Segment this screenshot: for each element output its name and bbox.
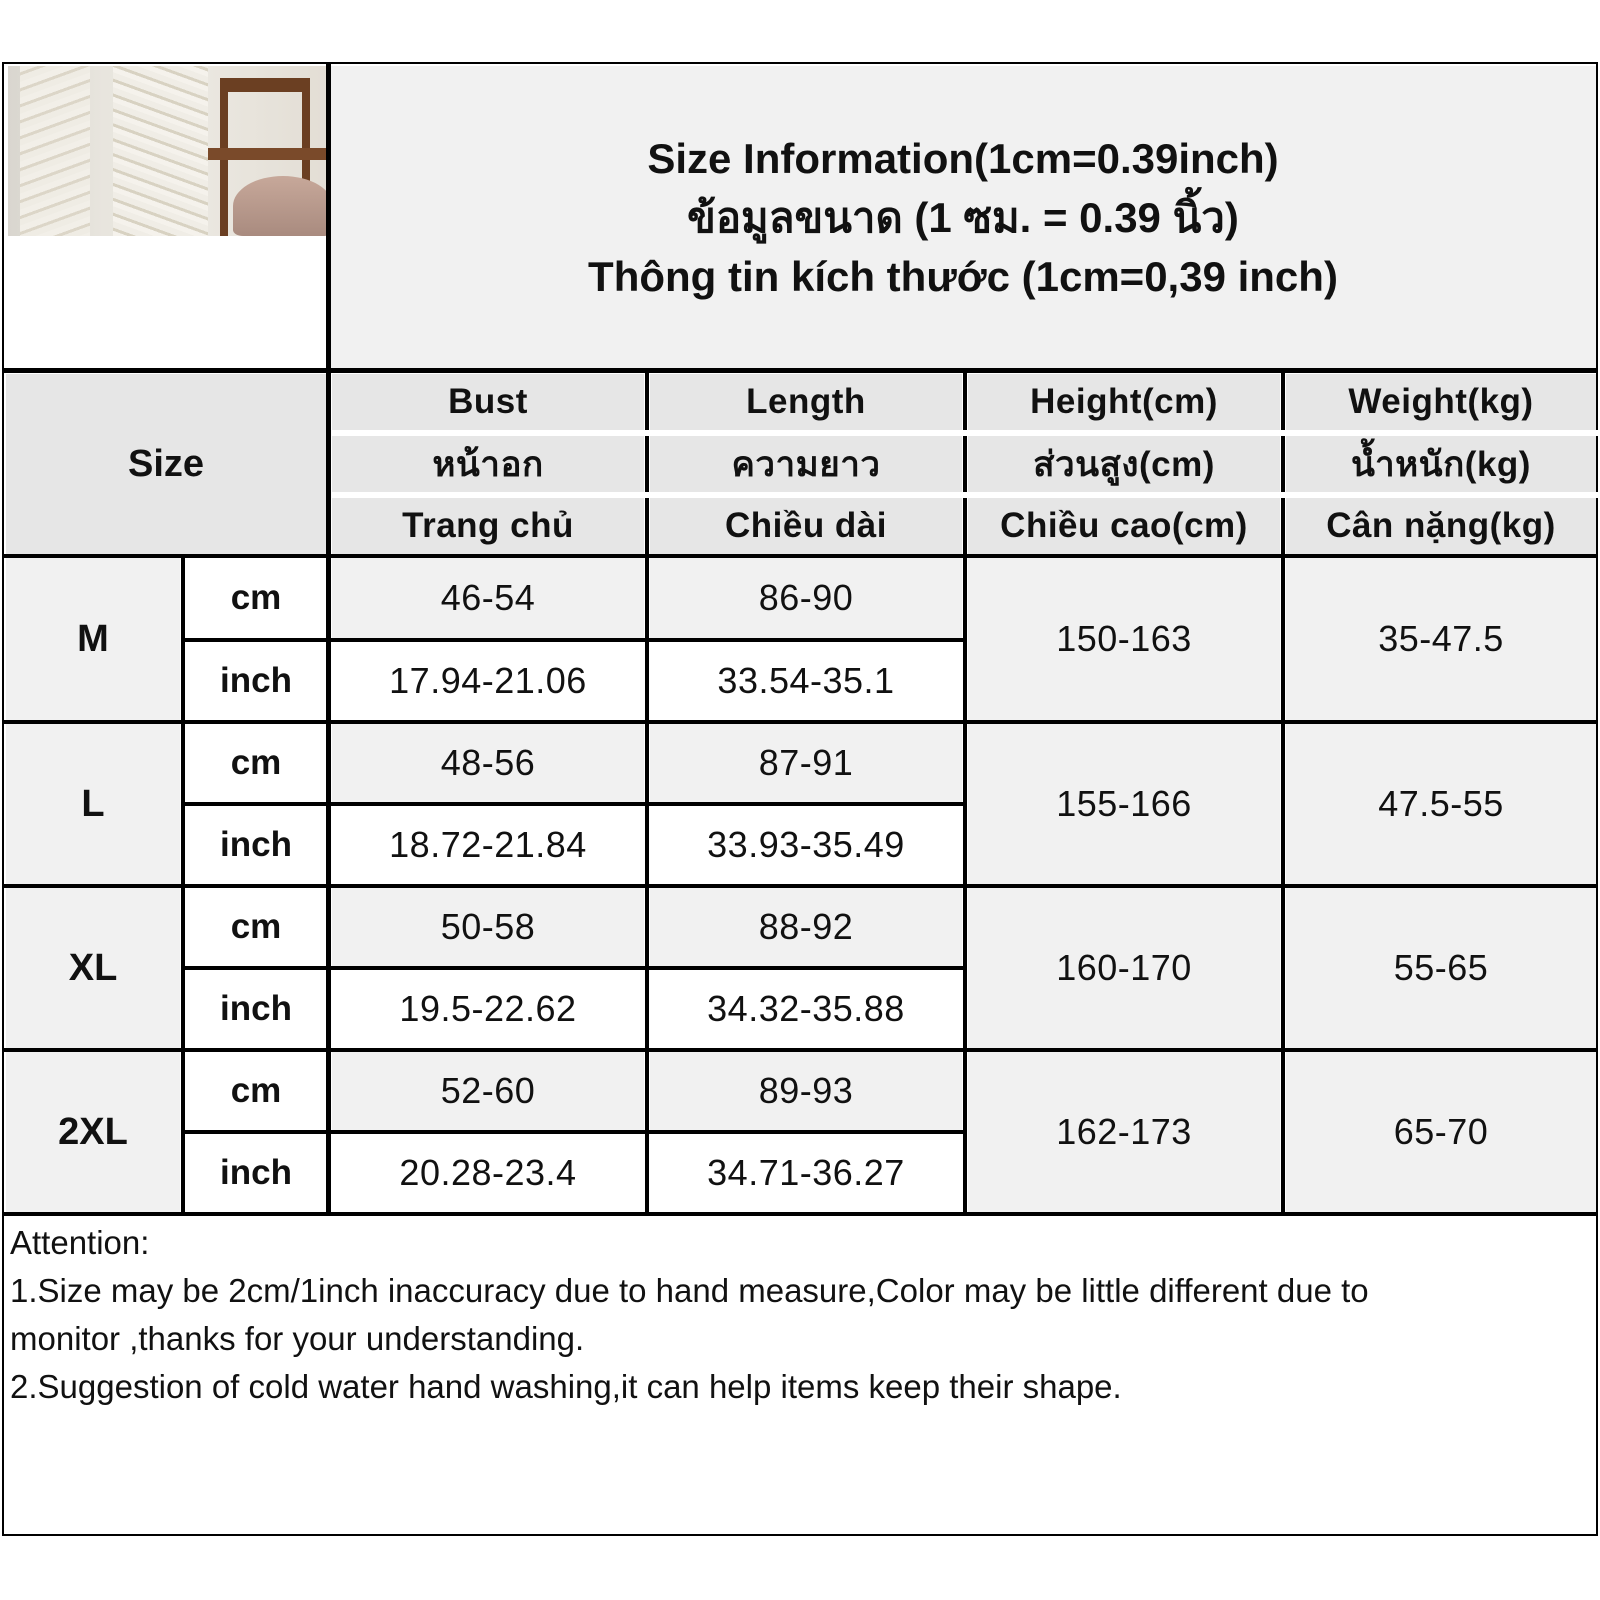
title-vi: Thông tin kích thước (1cm=0,39 inch) — [588, 252, 1338, 300]
header-weight-vi: Cân nặng(kg) — [1286, 498, 1596, 554]
grid-line — [2, 884, 1598, 888]
header-bust-en: Bust — [332, 374, 644, 430]
grid-line — [331, 430, 1598, 436]
height-value: 155-166 — [968, 724, 1280, 884]
unit-inch: inch — [186, 806, 326, 884]
length-cm: 87-91 — [650, 724, 962, 802]
header-weight-th: น้ำหนัก(kg) — [1286, 436, 1596, 492]
size-header: Size — [6, 374, 326, 554]
grid-line — [2, 1212, 1598, 1216]
attention-line-2: monitor ,thanks for your understanding. — [10, 1320, 585, 1357]
title-en: Size Information(1cm=0.39inch) — [647, 134, 1279, 182]
length-cm: 88-92 — [650, 888, 962, 966]
grid-line — [185, 638, 963, 642]
size-l: L — [6, 724, 180, 884]
grid-line — [185, 1130, 963, 1134]
length-inch: 34.71-36.27 — [650, 1134, 962, 1212]
bust-inch: 19.5-22.62 — [332, 970, 644, 1048]
header-weight-en: Weight(kg) — [1286, 374, 1596, 430]
weight-value: 47.5-55 — [1286, 724, 1596, 884]
length-inch: 33.93-35.49 — [650, 806, 962, 884]
size-m: M — [6, 558, 180, 720]
bust-inch: 18.72-21.84 — [332, 806, 644, 884]
height-value: 150-163 — [968, 558, 1280, 720]
weight-value: 35-47.5 — [1286, 558, 1596, 720]
length-cm: 86-90 — [650, 558, 962, 638]
bust-inch: 20.28-23.4 — [332, 1134, 644, 1212]
attention-notes — [10, 1219, 1580, 1411]
grid-line — [181, 554, 185, 1216]
unit-inch: inch — [186, 1134, 326, 1212]
grid-line — [2, 554, 1598, 558]
length-inch: 33.54-35.1 — [650, 642, 962, 720]
header-bust-vi: Trang chủ — [332, 498, 644, 554]
header-height-vi: Chiều cao(cm) — [968, 498, 1280, 554]
size-xl: XL — [6, 888, 180, 1048]
title-th: ข้อมูลขนาด (1 ซม. = 0.39 นิ้ว) — [687, 193, 1239, 241]
grid-line — [185, 966, 963, 970]
grid-line — [185, 802, 963, 806]
header-height-en: Height(cm) — [968, 374, 1280, 430]
grid-line — [2, 368, 1598, 373]
product-photo — [8, 66, 326, 236]
grid-line — [2, 1048, 1598, 1052]
header-bust-th: หน้าอก — [332, 436, 644, 492]
bust-inch: 17.94-21.06 — [332, 642, 644, 720]
bust-cm: 46-54 — [332, 558, 644, 638]
height-value: 160-170 — [968, 888, 1280, 1048]
header-length-th: ความยาว — [650, 436, 962, 492]
bust-cm: 48-56 — [332, 724, 644, 802]
weight-value: 65-70 — [1286, 1052, 1596, 1212]
length-inch: 34.32-35.88 — [650, 970, 962, 1048]
unit-inch: inch — [186, 642, 326, 720]
weight-value: 55-65 — [1286, 888, 1596, 1048]
grid-line — [331, 492, 1598, 498]
size-2xl: 2XL — [6, 1052, 180, 1212]
header-length-vi: Chiều dài — [650, 498, 962, 554]
header-height-th: ส่วนสูง(cm) — [968, 436, 1280, 492]
header-length-en: Length — [650, 374, 962, 430]
title-block — [330, 66, 1596, 368]
height-value: 162-173 — [968, 1052, 1280, 1212]
unit-cm: cm — [186, 1052, 326, 1130]
bust-cm: 50-58 — [332, 888, 644, 966]
bust-cm: 52-60 — [332, 1052, 644, 1130]
unit-cm: cm — [186, 888, 326, 966]
attention-line-3: 2.Suggestion of cold water hand washing,it can help items keep their shape. — [10, 1368, 1122, 1405]
unit-cm: cm — [186, 558, 326, 638]
attention-line-1: 1.Size may be 2cm/1inch inaccuracy due to hand measure,Color may be little different due to — [10, 1272, 1369, 1309]
length-cm: 89-93 — [650, 1052, 962, 1130]
unit-inch: inch — [186, 970, 326, 1048]
grid-line — [2, 720, 1598, 724]
attention-heading: Attention: — [10, 1224, 150, 1261]
unit-cm: cm — [186, 724, 326, 802]
